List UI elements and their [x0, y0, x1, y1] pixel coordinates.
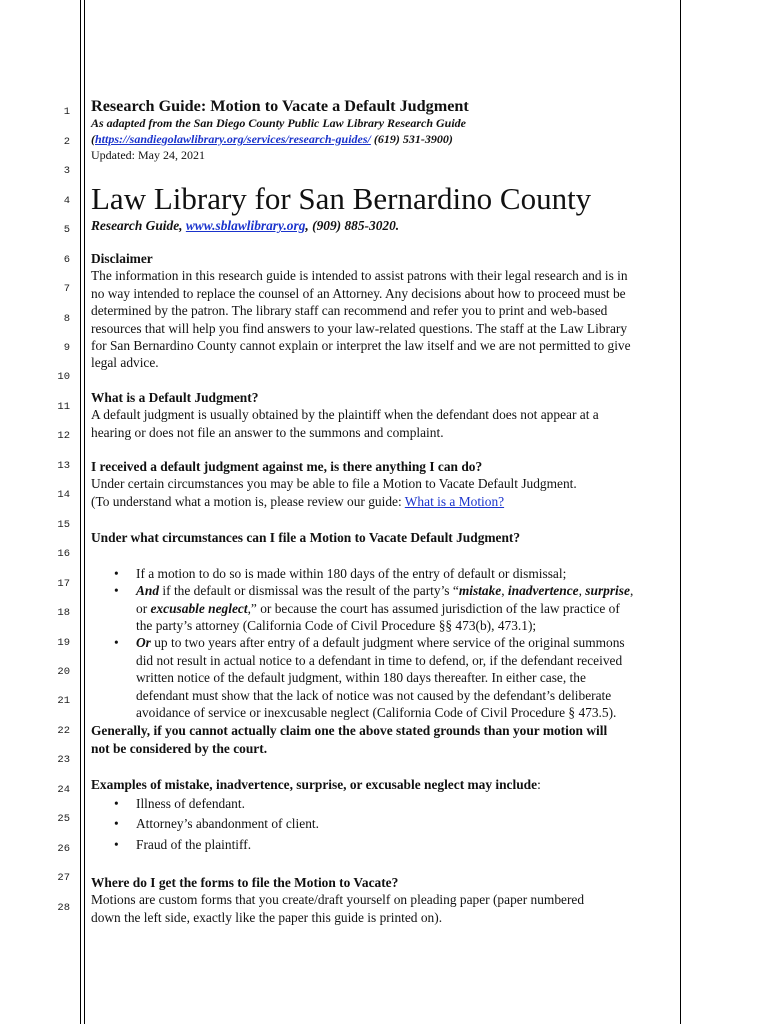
circumstance-text: or [136, 600, 151, 616]
library-subtitle-prefix: Research Guide, [91, 218, 186, 233]
line-number: 12 [57, 430, 70, 442]
bullet-icon: • [114, 816, 119, 832]
line-number: 9 [63, 342, 70, 354]
received-line2-prefix: (To understand what a motion is, please review our guide: [91, 493, 405, 509]
example-text: Fraud of the plaintiff. [136, 836, 252, 852]
library-subtitle [91, 217, 676, 234]
adapted-from [91, 116, 676, 132]
what-is-line: A default judgment is usually obtained by the plaintiff when the defendant does not appear at a [91, 407, 599, 423]
circumstance-text: up to two years after entry of a default judgment where service of the original summons [150, 635, 625, 651]
comma: , [578, 583, 586, 599]
circumstance-text: defendant must show that the lack of notice was not caused by the defendant’s deliberate [136, 687, 612, 703]
circumstance-text: if the default or dismissal was the result of the party’s “ [159, 583, 459, 599]
adapted-phone: (619) 531-3900) [370, 131, 453, 146]
examples-heading-line [91, 776, 676, 793]
generally-statement: Generally, if you cannot actually claim one the above stated grounds than your motion will [91, 723, 608, 739]
circumstance-text: did not result in actual notice to a defendant in time to defend, or, if the defendant received [136, 652, 623, 668]
line-number: 2 [63, 136, 70, 148]
guide-title: Research Guide: Motion to Vacate a Default Judgment [91, 97, 469, 115]
disclaimer-heading: Disclaimer [91, 251, 153, 266]
example-text: Illness of defendant. [136, 795, 245, 811]
circumstance-text: avoidance of service or inexcusable neglect (California Code of Civil Procedure § 473.5). [136, 704, 617, 720]
bullet-icon: • [114, 795, 119, 811]
or-emphasis: Or [136, 635, 151, 651]
line-number: 21 [57, 695, 70, 707]
updated-date: Updated: May 24, 2021 [91, 148, 205, 162]
line-number: 16 [57, 548, 70, 560]
inadvertence-emphasis: inadvertence [507, 583, 579, 599]
generally-statement: not be considered by the court. [91, 740, 268, 756]
adapted-from-source [91, 132, 676, 148]
received-heading: I received a default judgment against me, is there anything I can do? [91, 459, 483, 475]
line-number: 6 [63, 254, 70, 266]
circumstance-text: written notice of the default judgment, within 180 days thereafter. In either case, the [136, 670, 586, 686]
line-number: 15 [57, 519, 70, 531]
line-number-gutter [0, 0, 74, 1024]
circumstance-text: If a motion to do so is made within 180 days of the entry of default or dismissal; [136, 565, 567, 581]
circumstances-list [91, 565, 676, 722]
circumstance-text: ,” or because the court has assumed jurisdiction of the law practice of [247, 600, 620, 616]
disclaimer-line: resources that will help you find answers to your law-related questions. The staff at the Law Library [91, 320, 628, 336]
circumstances-heading: Under what circumstances can I file a Motion to Vacate Default Judgment? [91, 530, 521, 546]
adapted-from-text: As adapted from the San Diego County Public Law Library Research Guide [91, 116, 467, 130]
sandiego-library-link[interactable]: https://sandiegolawlibrary.org/services/research-guides/ [95, 131, 371, 146]
forms-line: down the left side, exactly like the paper this guide is printed on). [91, 909, 443, 925]
disclaimer-line: determined by the patron. The library staff can recommend and refer you to print and web-based [91, 303, 608, 319]
library-title: Law Library for San Bernardino County [91, 181, 592, 216]
bullet-icon: • [114, 635, 119, 651]
line-number: 3 [63, 165, 70, 177]
received-line [91, 493, 676, 510]
margin-line-left-outer [80, 0, 81, 1024]
example-item [91, 794, 676, 815]
and-emphasis: And [136, 583, 160, 599]
line-number: 18 [57, 607, 70, 619]
mistake-emphasis: mistake [458, 583, 502, 599]
disclaimer-line: The information in this research guide is intended to assist patrons with their legal research and is in [91, 268, 628, 284]
line-number: 10 [57, 371, 70, 383]
bullet-icon: • [114, 583, 119, 599]
example-text: Attorney’s abandonment of client. [136, 816, 319, 832]
line-number: 11 [57, 401, 70, 413]
line-number: 4 [63, 195, 70, 207]
disclaimer-line: for San Bernardino County cannot explain or interpret the law itself and we are not permitted to give [91, 338, 631, 354]
margin-line-right [680, 0, 681, 1024]
line-number: 14 [57, 489, 70, 501]
excusable-neglect-emphasis: excusable neglect [150, 600, 248, 616]
disclaimer-line: no way intended to replace the counsel of an Attorney. Any decisions about how to proceed must be [91, 285, 626, 301]
bullet-icon: • [114, 565, 119, 581]
example-item [91, 835, 676, 856]
circumstance-item [91, 565, 676, 582]
margin-line-left-inner [84, 0, 85, 1024]
what-is-line: hearing or does not file an answer to the summons and complaint. [91, 424, 444, 440]
comma: , [501, 583, 508, 599]
bullet-icon: • [114, 836, 119, 852]
forms-line: Motions are custom forms that you create/draft yourself on pleading paper (paper numbered [91, 892, 585, 908]
what-is-heading: What is a Default Judgment? [91, 389, 259, 405]
example-item [91, 814, 676, 835]
circumstance-item [91, 582, 676, 634]
line-number: 19 [57, 637, 70, 649]
comma: , [629, 583, 634, 599]
what-is-a-motion-link[interactable]: What is a Motion? [404, 493, 505, 509]
line-number: 25 [57, 813, 70, 825]
line-number: 22 [57, 725, 70, 737]
line-number: 20 [57, 666, 70, 678]
line-number: 23 [57, 754, 70, 766]
line-number: 8 [63, 313, 70, 325]
document-body [91, 96, 676, 926]
line-number: 28 [57, 902, 70, 914]
line-number: 13 [57, 460, 70, 472]
line-number: 7 [63, 283, 70, 295]
sblawlibrary-link[interactable]: www.sblawlibrary.org [185, 218, 306, 233]
library-subtitle-suffix: , (909) 885-3020. [305, 218, 400, 233]
forms-heading: Where do I get the forms to file the Motion to Vacate? [91, 875, 399, 891]
line-number: 1 [63, 106, 70, 118]
line-number: 17 [57, 578, 70, 590]
circumstance-item [91, 634, 676, 721]
circumstance-text: the party’s attorney (California Code of Civil Procedure §§ 473(b), 473.1); [136, 617, 537, 633]
adapted-open-paren: ( [91, 131, 95, 146]
line-number: 24 [57, 784, 70, 796]
line-number: 27 [57, 872, 70, 884]
line-number: 26 [57, 843, 70, 855]
examples-heading: Examples of mistake, inadvertence, surprise, or excusable neglect may include [91, 777, 538, 793]
surprise-emphasis: surprise [585, 583, 630, 599]
line-number: 5 [63, 224, 70, 236]
examples-list [91, 794, 676, 856]
disclaimer-line: legal advice. [91, 355, 159, 371]
examples-colon: : [537, 777, 541, 793]
received-line: Under certain circumstances you may be able to file a Motion to Vacate Default Judgment. [91, 476, 577, 492]
